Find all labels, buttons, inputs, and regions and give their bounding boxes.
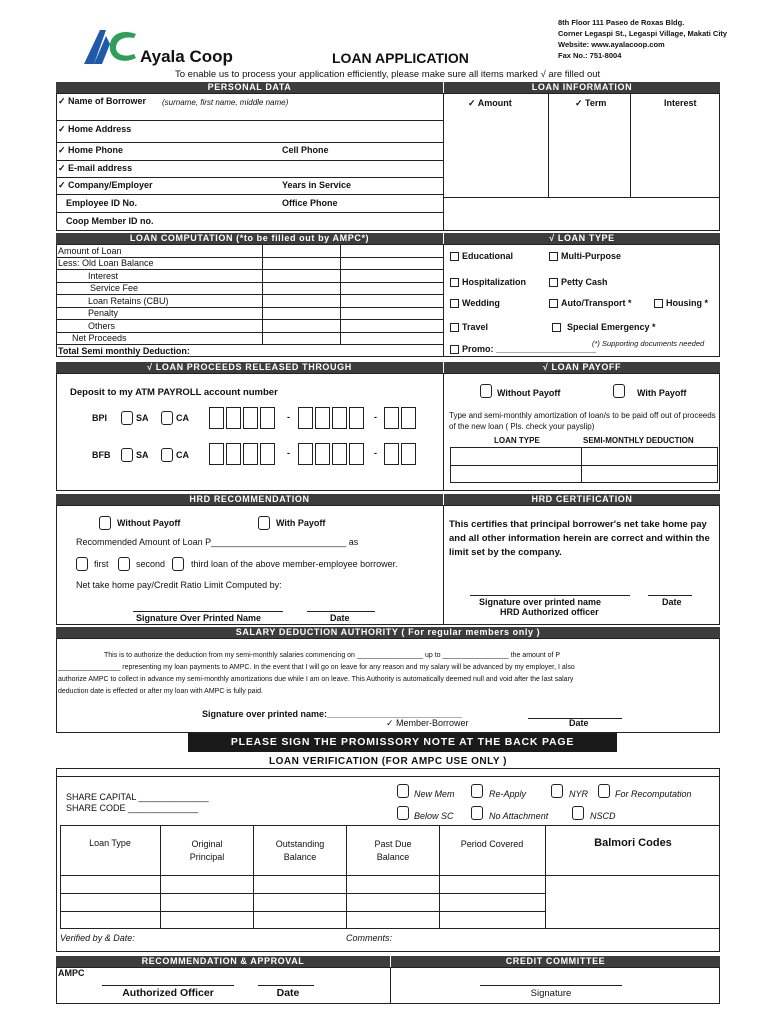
years-service-label: Years in Service	[282, 180, 352, 190]
reapply-checkbox[interactable]	[471, 784, 483, 798]
personal-data-bar: PERSONAL DATA	[56, 82, 443, 93]
bpi-digit-9[interactable]	[384, 407, 399, 429]
comp-row-service-fee: Service Fee	[90, 283, 139, 293]
interest-label: Interest	[664, 98, 697, 108]
comp-row-amount: Amount of Loan	[58, 246, 122, 256]
term-label: ✓ Term	[575, 98, 607, 108]
comp-total-label: Total Semi monthly Deduction:	[58, 346, 190, 356]
auto-transport-label: Auto/Transport *	[561, 298, 632, 308]
home-phone-label: ✓ Home Phone	[58, 145, 124, 155]
deposit-label: Deposit to my ATM PAYROLL account number	[70, 387, 278, 398]
multi-purpose-checkbox[interactable]	[549, 252, 558, 261]
bfb-ca-label: CA	[176, 450, 189, 460]
promissory-note-banner: PLEASE SIGN THE PROMISSORY NOTE AT THE BACK PAGE	[188, 733, 617, 752]
verif-col-past-due: Past Due Balance	[374, 839, 412, 862]
comp-row-old-balance: Less: Old Loan Balance	[58, 258, 154, 268]
payoff-with-label: With Payoff	[637, 388, 687, 398]
bpi-digit-10[interactable]	[401, 407, 416, 429]
bfb-digit-10[interactable]	[401, 443, 416, 465]
hospitalization-checkbox[interactable]	[450, 278, 459, 287]
hrd-first-checkbox[interactable]	[76, 557, 88, 571]
verif-col-original-principal: Original Principal	[189, 839, 225, 862]
hrd-with-payoff-label: With Payoff	[276, 518, 326, 528]
special-emergency-label: Special Emergency *	[567, 322, 656, 332]
recomputation-checkbox[interactable]	[598, 784, 610, 798]
hrd-cert-officer-label: HRD Authorized officer	[500, 607, 599, 617]
company-label: ✓ Company/Employer	[58, 180, 153, 190]
member-id-label: Coop Member ID no.	[66, 216, 154, 226]
loan-proceeds-bar: √ LOAN PROCEEDS RELEASED THROUGH	[56, 362, 443, 373]
salary-line-1: This is to authorize the deduction from my semi-monthly salaries commencing on _________________ up to _________________ the amount of P	[104, 652, 561, 659]
authorized-officer-label: Authorized Officer	[122, 987, 214, 999]
bpi-dash-1: -	[287, 412, 290, 422]
promo-checkbox[interactable]	[450, 345, 459, 354]
salary-date-label: Date	[569, 718, 589, 728]
bfb-dash-2: -	[374, 448, 377, 458]
bpi-ca-label: CA	[176, 413, 189, 423]
loan-computation-bar: LOAN COMPUTATION (*to be filled out by AMPC*)	[56, 233, 443, 244]
bfb-digit-5[interactable]	[298, 443, 313, 465]
petty-cash-label: Petty Cash	[561, 277, 608, 287]
bpi-digit-5[interactable]	[298, 407, 313, 429]
hrd-first-label: first	[94, 559, 109, 569]
comp-row-penalty: Penalty	[88, 308, 119, 318]
nyr-label: NYR	[569, 789, 589, 799]
share-capital-label: SHARE CAPITAL ______________	[66, 792, 209, 802]
travel-label: Travel	[462, 322, 489, 332]
office-phone-label: Office Phone	[282, 198, 338, 208]
hrd-recommendation-bar: HRD RECOMMENDATION	[56, 494, 443, 505]
hrd-cert-signature-label: Signature over printed name	[479, 597, 602, 607]
bfb-digit-2[interactable]	[226, 443, 241, 465]
instruction-text: To enable us to process your application efficiently, please make sure all items marked √ are filled out	[175, 69, 601, 80]
supporting-docs-note: (*) Supporting documents needed	[592, 339, 705, 348]
employee-id-label: Employee ID No.	[66, 198, 138, 208]
bfb-digit-4[interactable]	[260, 443, 275, 465]
comp-row-others: Others	[88, 321, 116, 331]
educational-label: Educational	[462, 251, 514, 261]
hrd-ratio-label: Net take home pay/Credit Ratio Limit Computed by:	[76, 580, 282, 590]
hrd-rec-signature-label: Signature Over Printed Name	[136, 613, 262, 623]
comp-row-retains: Loan Retains (CBU)	[88, 296, 169, 306]
no-attachment-label: No Attachment	[489, 811, 549, 821]
hrd-cert-date-label: Date	[662, 597, 682, 607]
payoff-without-checkbox[interactable]	[480, 384, 492, 398]
nscd-label: NSCD	[590, 811, 616, 821]
brand-name: Ayala Coop	[140, 47, 233, 66]
logo-icon	[80, 26, 140, 66]
approval-date-label: Date	[276, 987, 300, 999]
verification-title: LOAN VERIFICATION (FOR AMPC USE ONLY )	[269, 756, 507, 767]
share-code-label: SHARE CODE ______________	[66, 803, 199, 813]
hrd-cert-text: This certifies that principal borrower's net take home pay and all other information herein are correct and within the limit set by the company.	[449, 519, 710, 558]
wedding-label: Wedding	[462, 298, 500, 308]
payoff-col-loan-type: LOAN TYPE	[494, 436, 540, 445]
bfb-dash-1: -	[287, 448, 290, 458]
no-attachment-checkbox[interactable]	[471, 806, 483, 820]
borrower-name-label: ✓ Name of Borrower	[58, 96, 147, 106]
credit-committee-bar: CREDIT COMMITTEE	[391, 956, 720, 967]
salary-member-label: ✓ Member-Borrower	[386, 718, 469, 728]
bpi-sa-checkbox[interactable]	[121, 411, 133, 425]
bfb-digit-9[interactable]	[384, 443, 399, 465]
hrd-certification-bar: HRD CERTIFICATION	[444, 494, 720, 505]
salary-line-4: deduction date is effected or after my loan with AMPC is fully paid.	[58, 688, 263, 695]
below-sc-label: Below SC	[414, 811, 454, 821]
multi-purpose-label: Multi-Purpose	[561, 251, 621, 261]
bpi-digit-2[interactable]	[226, 407, 241, 429]
comments-label: Comments:	[346, 933, 393, 943]
hospitalization-label: Hospitalization	[462, 277, 527, 287]
loan-type-bar: √ LOAN TYPE	[444, 233, 720, 244]
nyr-checkbox[interactable]	[551, 784, 563, 798]
recommendation-approval-bar: RECOMMENDATION & APPROVAL	[56, 956, 390, 967]
salary-deduction-bar: SALARY DEDUCTION AUTHORITY ( For regular members only )	[56, 627, 720, 638]
loan-payoff-bar: √ LOAN PAYOFF	[444, 362, 720, 373]
loan-information-section	[443, 93, 720, 231]
cell-phone-label: Cell Phone	[282, 145, 329, 155]
hrd-second-checkbox[interactable]	[118, 557, 130, 571]
educational-checkbox[interactable]	[450, 252, 459, 261]
borrower-name-hint: (surname, first name, middle name)	[162, 98, 289, 107]
bpi-ca-checkbox[interactable]	[161, 411, 173, 425]
bfb-digit-6[interactable]	[315, 443, 330, 465]
bpi-digit-8[interactable]	[349, 407, 364, 429]
promo-label: Promo: ____________________	[462, 344, 597, 354]
salary-line-3: authorize AMPC to collect in advance my semi-monthly amortizations due while I am on leave. This Authority is automatically deemed null and void after the last salary	[58, 676, 574, 683]
housing-checkbox[interactable]	[654, 299, 663, 308]
hrd-second-label: second	[136, 559, 166, 569]
bpi-sa-label: SA	[136, 413, 149, 423]
below-sc-checkbox[interactable]	[397, 806, 409, 820]
bfb-digit-3[interactable]	[243, 443, 258, 465]
bfb-digit-1[interactable]	[209, 443, 224, 465]
balmori-codes-label: Balmori Codes	[594, 837, 672, 849]
special-emergency-checkbox[interactable]	[552, 323, 561, 332]
bpi-digit-4[interactable]	[260, 407, 275, 429]
company-address: 8th Floor 111 Paseo de Roxas Bldg. Corner Legaspi St., Legaspi Village, Makati City Website: www.ayalacoop.com Fax No.: 751-8004	[558, 18, 728, 60]
ampc-label: AMPC	[58, 968, 85, 978]
bpi-digit-3[interactable]	[243, 407, 258, 429]
amount-label: ✓ Amount	[468, 98, 512, 108]
new-mem-checkbox[interactable]	[397, 784, 409, 798]
recomputation-label: For Recomputation	[615, 789, 692, 799]
verified-by-label: Verified by & Date:	[60, 933, 135, 943]
verif-col-loan-type: Loan Type	[89, 838, 131, 848]
comp-row-interest: Interest	[88, 271, 119, 281]
payoff-description: Type and semi-monthly amortization of loan/s to be paid off out of proceeds of the new loan ( Pls. check your payslip)	[449, 411, 716, 431]
salary-signature-label: Signature over printed name:___________________________	[202, 709, 463, 719]
bfb-sa-checkbox[interactable]	[121, 448, 133, 462]
hrd-third-checkbox[interactable]	[172, 557, 184, 571]
bpi-digit-6[interactable]	[315, 407, 330, 429]
bpi-label: BPI	[92, 413, 108, 423]
reapply-label: Re-Apply	[489, 789, 527, 799]
salary-line-2: ________________ representing my loan payments to AMPC. In the event that I will go on leave for any reason and my salary will be advanced by my employer, I also	[58, 664, 575, 671]
home-address-label: ✓ Home Address	[58, 124, 132, 134]
nscd-checkbox[interactable]	[572, 806, 584, 820]
comp-row-net: Net Proceeds	[72, 333, 127, 343]
bfb-digit-8[interactable]	[349, 443, 364, 465]
page-title: LOAN APPLICATION	[332, 50, 469, 66]
hrd-without-payoff-checkbox[interactable]	[99, 516, 111, 530]
bfb-sa-label: SA	[136, 450, 149, 460]
bpi-dash-2: -	[374, 412, 377, 422]
email-label: ✓ E-mail address	[58, 163, 133, 173]
petty-cash-checkbox[interactable]	[549, 278, 558, 287]
payoff-col-deduction: SEMI-MONTHLY DEDUCTION	[583, 436, 694, 445]
payoff-without-label: Without Payoff	[497, 388, 561, 398]
bfb-label: BFB	[92, 450, 111, 460]
bfb-digit-7[interactable]	[332, 443, 347, 465]
hrd-third-label: third loan of the above member-employee borrower.	[191, 559, 398, 569]
hrd-with-payoff-checkbox[interactable]	[258, 516, 270, 530]
travel-checkbox[interactable]	[450, 323, 459, 332]
payoff-with-checkbox[interactable]	[613, 384, 625, 398]
borrower-name-input[interactable]	[60, 108, 440, 119]
committee-signature-label: Signature	[530, 988, 572, 999]
hrd-without-payoff-label: Without Payoff	[117, 518, 181, 528]
verif-col-period: Period Covered	[460, 839, 524, 849]
housing-label: Housing *	[666, 298, 708, 308]
hrd-recommended-amount: Recommended Amount of Loan P___________________________ as	[76, 537, 359, 547]
hrd-rec-date-label: Date	[330, 613, 350, 623]
wedding-checkbox[interactable]	[450, 299, 459, 308]
new-mem-label: New Mem	[414, 789, 455, 799]
auto-transport-checkbox[interactable]	[549, 299, 558, 308]
bpi-digit-7[interactable]	[332, 407, 347, 429]
verif-col-outstanding-balance: Outstanding Balance	[275, 839, 325, 862]
bfb-ca-checkbox[interactable]	[161, 448, 173, 462]
bpi-digit-1[interactable]	[209, 407, 224, 429]
loan-information-bar: LOAN INFORMATION	[444, 82, 720, 93]
